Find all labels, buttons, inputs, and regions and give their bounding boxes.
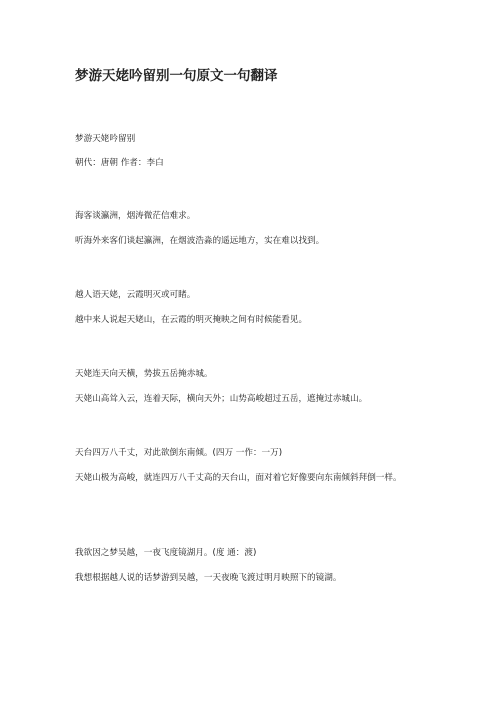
poem-meta: 朝代：唐朝 作者：李白	[75, 158, 164, 168]
stanza-translation: 天姥山高耸入云，连着天际，横向天外；山势高峻超过五岳，遮掩过赤城山。	[75, 394, 368, 404]
document-title: 梦游天姥吟留别一句原文一句翻译	[75, 68, 278, 84]
stanza-original: 海客谈瀛洲，烟涛微茫信难求。	[75, 211, 196, 221]
stanza-translation: 越中来人说起天姥山，在云霞的明灭掩映之间有时候能看见。	[75, 315, 308, 325]
stanza-original: 我欲因之梦吴越，一夜飞度镜湖月。(度 通：渡)	[75, 548, 257, 558]
stanza-translation: 天姥山极为高峻，就连四万八千丈高的天台山，面对着它好像要向东南倾斜拜倒一样。	[75, 473, 402, 483]
stanza-translation: 我想根据越人说的话梦游到吴越，一天夜晚飞渡过明月映照下的镜湖。	[75, 573, 342, 583]
stanza-original: 天姥连天向天横，势拔五岳掩赤城。	[75, 369, 213, 379]
stanza-translation: 听海外来客们谈起瀛洲，在烟波浩淼的遥远地方，实在难以找到。	[75, 236, 325, 246]
stanza-original: 天台四万八千丈，对此欲倒东南倾。(四万 一作：一万)	[75, 448, 283, 458]
stanza-original: 越人语天姥，云霞明灭或可睹。	[75, 290, 196, 300]
poem-title: 梦游天姥吟留别	[75, 134, 136, 144]
